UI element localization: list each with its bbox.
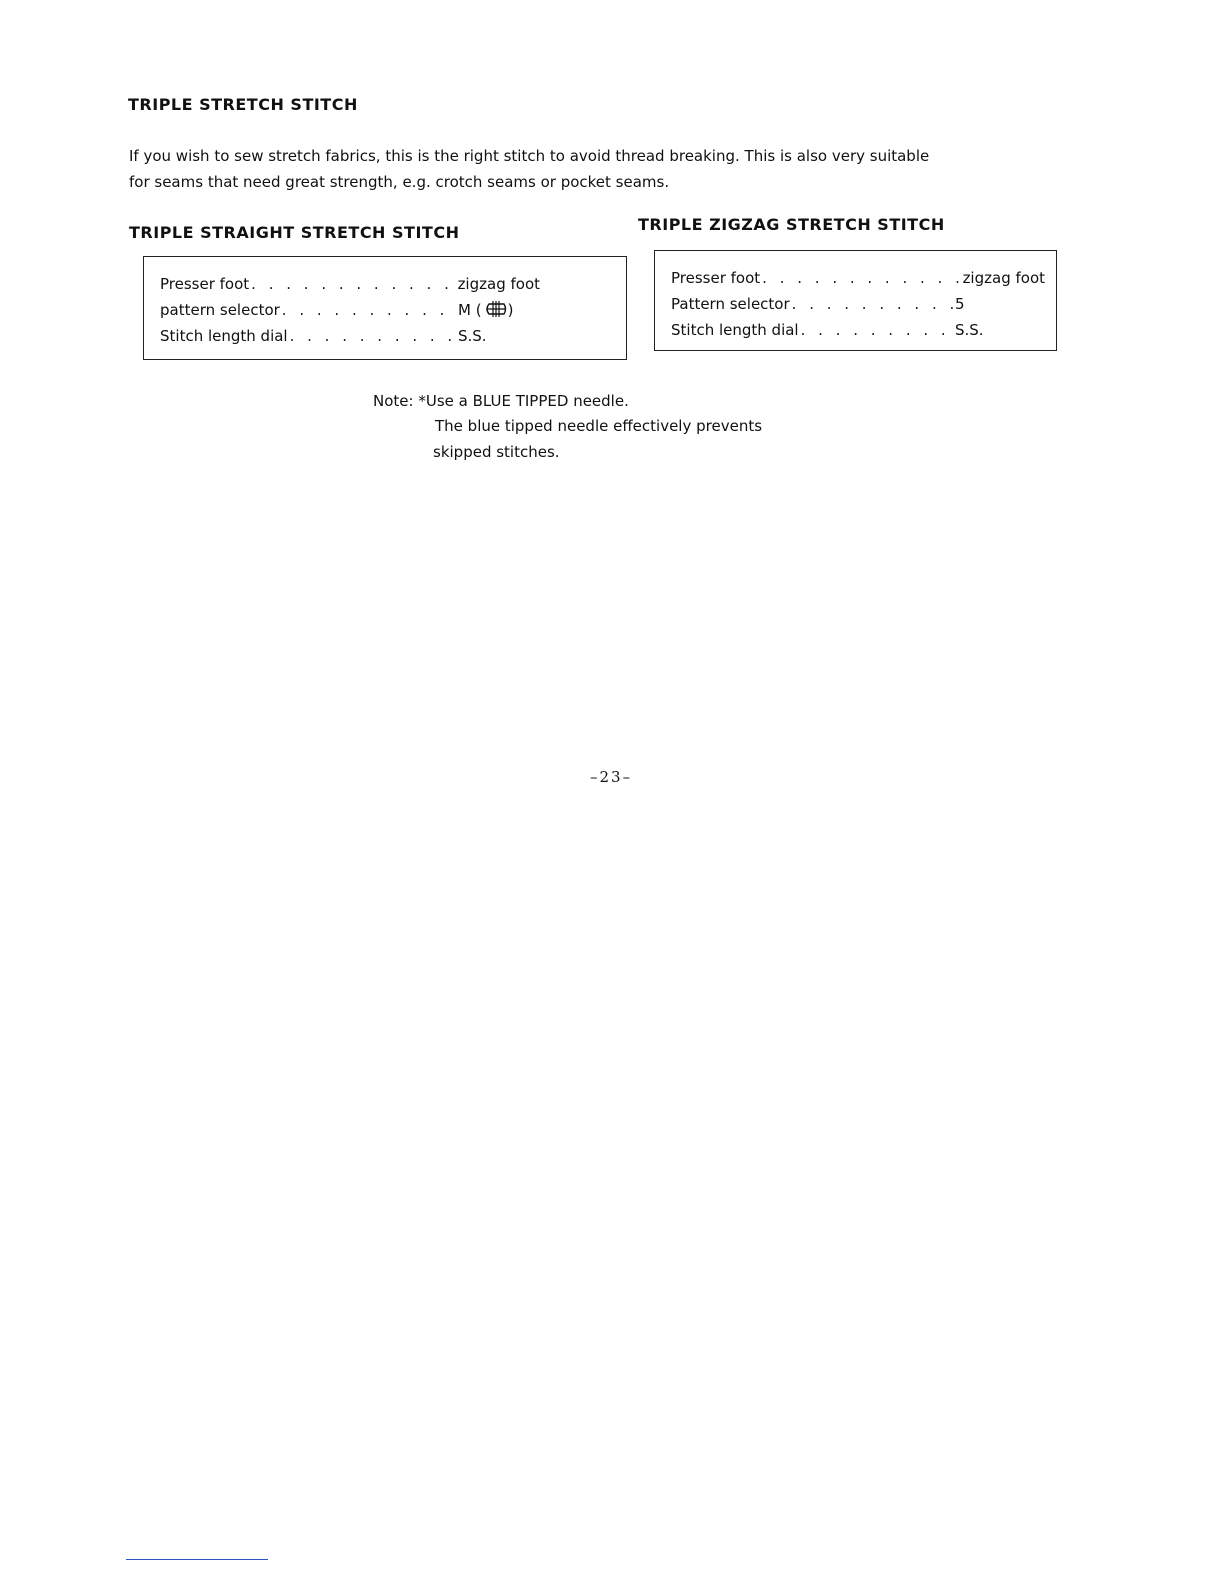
row-value: S.S. [458,327,487,345]
note-block [373,388,629,414]
intro-line-1: If you wish to sew stretch fabrics, this is the right stitch to avoid thread breaking. This is also very suitable [129,147,930,165]
zigzag-stitch-settings-box [654,250,1057,351]
footer-divider [126,1559,268,1560]
section-title: TRIPLE STRETCH STITCH [128,95,358,114]
row-value: M ( [458,301,482,319]
row-label: Pattern selector [671,295,790,313]
row-label: Presser foot [671,269,761,287]
row-label: Stitch length dial [160,327,288,345]
zigzag-stitch-heading: TRIPLE ZIGZAG STRETCH STITCH [638,215,945,234]
straight-stitch-settings-box [143,256,627,360]
straight-stitch-heading: TRIPLE STRAIGHT STRETCH STITCH [129,223,460,242]
zigzag-presser-foot-row [671,265,1045,291]
leader-dots [762,265,960,291]
row-label: Presser foot [160,275,250,293]
note-line-3: skipped stitches. [433,443,560,461]
leader-dots [290,323,456,349]
row-label: pattern selector [160,301,280,319]
row-label: Stitch length dial [671,321,799,339]
page-number: –23– [590,768,633,786]
straight-stitch-length-row [160,323,540,349]
zigzag-pattern-selector-row [671,291,1045,317]
note-prefix: Note: [373,392,414,410]
note-line-1: *Use a BLUE TIPPED needle. [418,392,629,410]
leader-dots [792,291,953,317]
straight-presser-foot-row [160,271,540,297]
row-value: S.S. [955,321,984,339]
pattern-suffix: ) [507,301,514,319]
straight-pattern-selector-row [160,297,540,323]
leader-dots [282,297,456,323]
leader-dots [251,271,455,297]
intro-line-2: for seams that need great strength, e.g. crotch seams or pocket seams. [129,173,670,191]
note-line-2: The blue tipped needle effectively prevents [435,417,763,435]
row-value-group [458,297,540,326]
zigzag-stitch-length-row [671,317,1045,343]
row-value: zigzag foot [457,275,540,293]
leader-dots [801,317,953,343]
row-value: 5 [955,295,965,313]
row-value: zigzag foot [962,269,1045,287]
